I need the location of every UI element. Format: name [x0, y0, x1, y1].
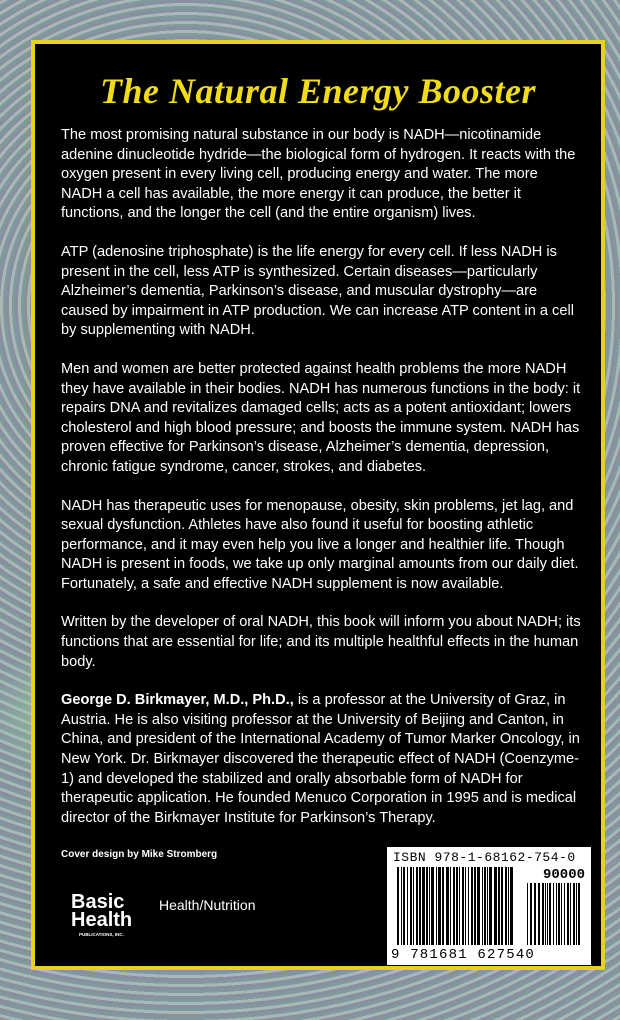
barcode-bar [462, 867, 464, 945]
paragraph: Written by the developer of oral NADH, this book will inform you about NADH; its functions that are essential for life; and its multiple healthful effects in the human body. [61, 614, 581, 670]
barcode-bar [442, 867, 444, 945]
addon-bar [556, 883, 557, 945]
barcode-bar [468, 867, 469, 945]
author-name: George D. Birkmayer, M.D., Ph.D., [61, 692, 294, 709]
addon-bar [570, 883, 571, 945]
addon-bar [578, 883, 580, 945]
barcode-bar [482, 867, 483, 945]
addon-bar [530, 883, 532, 945]
barcode-bar [407, 867, 408, 945]
barcode-bar [487, 867, 488, 945]
addon-bar [542, 883, 544, 945]
barcode-bar [410, 867, 412, 945]
addon-bar [545, 883, 546, 945]
paragraph: NADH has therapeutic uses for menopause, obesity, skin problems, jet lag, and sexual dysfunction. Athletes have also found it useful for boosting athletic performance, and it may even help you live a longer and healthier life. Though NADH is present in foods, we take up only marginal amounts from our daily diet. Fortunately, a safe and effective NADH supplement is now available. [61, 497, 579, 592]
cover-credit: Cover design by Mike Stromberg [61, 849, 218, 860]
barcode [387, 847, 591, 965]
logo-basic: Basic [71, 891, 125, 913]
barcode-bar [426, 867, 428, 945]
barcode-bar [498, 867, 500, 945]
barcode-bar [446, 867, 449, 945]
barcode-bar [450, 867, 451, 945]
category-label: Health/Nutrition [159, 897, 256, 913]
barcode-bar [453, 867, 455, 945]
addon-bar [553, 883, 554, 945]
barcode-bar [438, 867, 441, 945]
addon-bar [549, 883, 551, 945]
addon-bar [527, 883, 528, 945]
paragraph: The most promising natural substance in our body is NADH—nicotinamide adenine dinucleotide hydride—the biological form of hydrogen. It reacts with the oxygen present in every living cell, producing energy and water. The more NADH a cell has available, the more energy it can produce, the better it functions, and the longer the cell (and the entire organism) lives. [61, 127, 576, 222]
addon-bar [561, 883, 562, 945]
barcode-bar [484, 867, 486, 945]
ean-number: 9 781681 627540 [391, 947, 536, 963]
price-code: 90000 [542, 867, 585, 883]
description [61, 126, 583, 847]
barcode-bar [416, 867, 418, 945]
barcode-bar [510, 867, 513, 945]
author-bio-text: is a professor at the University of Graz, in Austria. He is also visiting professor at the University of Beijing and Canton, in China, and president of the International Academy of Tumor Marker Oncology, in New York. Dr. Birkmayer discovered the therapeutic effect of NADH (Coenzyme-1) and developed the stabilized and orally absorbable form of NADH for therapeutic application. He founded Menuco Corporation in 1995 and is medical director of the Birkmayer Institute for Parkinson’s Therapy. [61, 692, 580, 826]
barcode-bar [459, 867, 460, 945]
barcode-bar [471, 867, 473, 945]
barcode-bar [494, 867, 497, 945]
addon-bar [558, 883, 560, 945]
barcode-bar [477, 867, 480, 945]
author-bio [61, 691, 583, 828]
barcode-bar [431, 867, 434, 945]
addon-bar [573, 883, 575, 945]
paragraph: Men and women are better protected against health problems the more NADH they have available in their bodies. NADH has numerous functions in the body: it repairs DNA and revitalizes damaged cells; acts as a potent antioxidant; lowers cholesterol and high blood pressure; and boosts the immune system. NADH has proven effective for Parkinson’s disease, Alzheimer’s dementia, depression, chronic fatigue syndrome, cancer, strokes, and diabetes. [61, 360, 581, 475]
logo-health: Health [71, 909, 133, 931]
barcode-bar [489, 867, 492, 945]
book-title: The Natural Energy Booster [99, 71, 537, 111]
barcode-bar [501, 867, 503, 945]
barcode-bar [505, 867, 507, 945]
barcode-bar [401, 867, 402, 945]
barcode-bar [436, 867, 437, 945]
addon-bar [576, 883, 577, 945]
barcode-bar [422, 867, 425, 945]
barcode-bar [508, 867, 509, 945]
addon-bar [547, 883, 548, 945]
barcode-bar [419, 867, 421, 945]
publisher-logo [69, 886, 141, 938]
barcode-bar [465, 867, 466, 945]
barcode-bar [413, 867, 414, 945]
barcode-bar [397, 867, 399, 945]
isbn: ISBN 978-1-68162-754-0 [393, 850, 576, 865]
addon-bar [534, 883, 536, 945]
barcode-bar [474, 867, 476, 945]
paragraph: ATP (adenosine triphosphate) is the life energy for every cell. If less NADH is present in the cell, less ATP is synthesized. Certain diseases—particularly Alzheimer’s dementia, Parkinson’s disease, and muscular dystrophy—are caused by impairment in ATP production. We can increase ATP content in a cell by supplementing with NADH. [61, 243, 574, 339]
barcode-bar [403, 867, 405, 945]
barcode-bar [456, 867, 458, 945]
back-cover-panel [31, 40, 605, 970]
addon-bar [567, 883, 569, 945]
logo-sub: PUBLICATIONS, INC. [79, 932, 124, 937]
barcode-bar [429, 867, 430, 945]
addon-bar [564, 883, 565, 945]
addon-bar [538, 883, 540, 945]
